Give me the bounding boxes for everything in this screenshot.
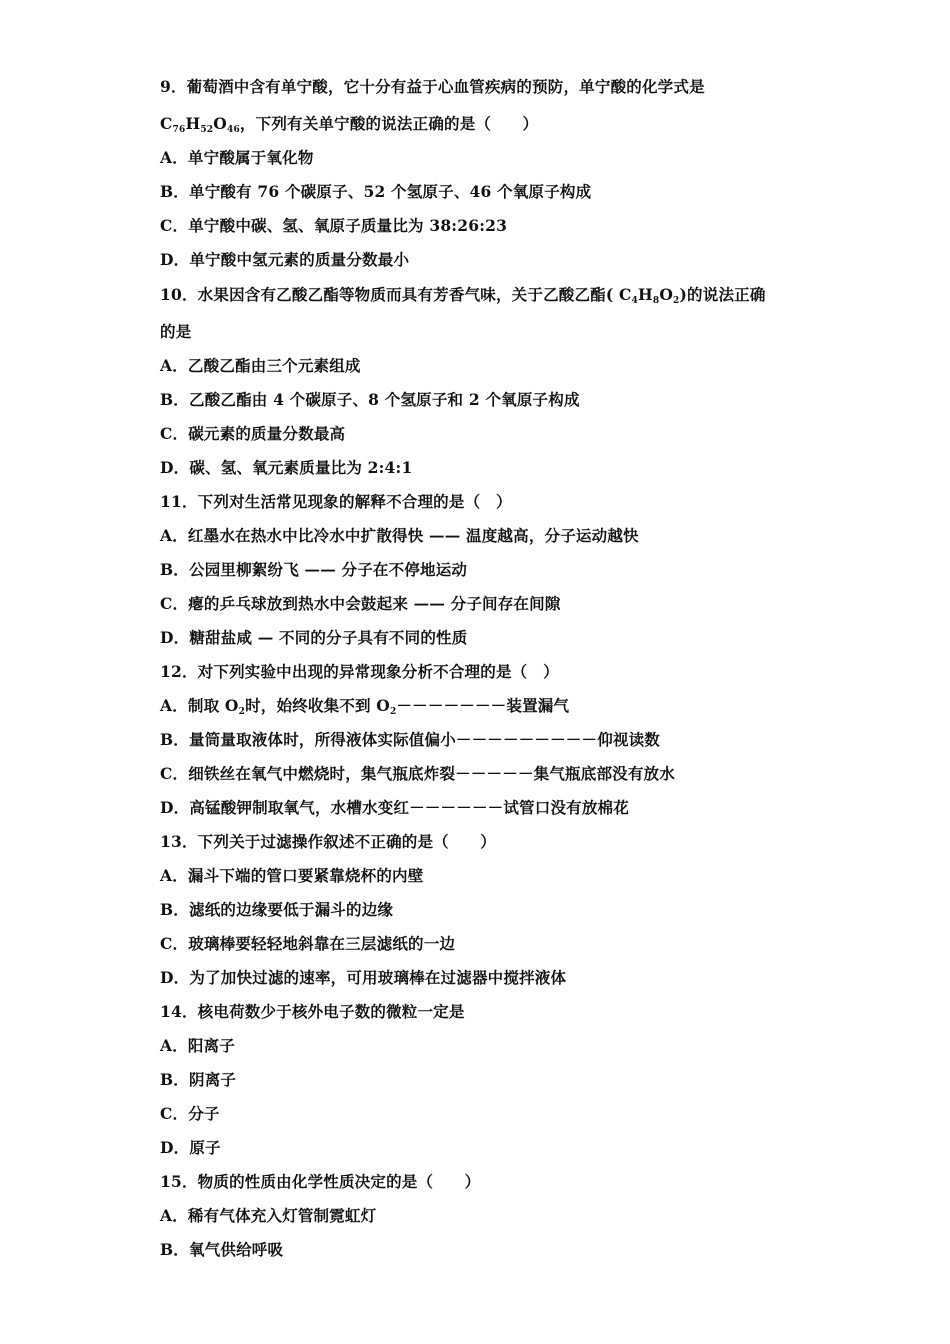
q10-option-a[interactable]: A．乙酸乙酯由三个元素组成 xyxy=(160,356,361,375)
q12-a-mid: 时，始终收集不到 O xyxy=(245,696,390,715)
q11-stem: 11．下列对生活常见现象的解释不合理的是（ ） xyxy=(160,492,512,511)
q13-option-c[interactable]: C．玻璃棒要轻轻地斜靠在三层滤纸的一边 xyxy=(160,934,456,953)
q9-formula xyxy=(160,114,240,133)
q14-option-d[interactable]: D．原子 xyxy=(160,1138,221,1157)
q11-option-b[interactable]: B．公园里柳絮纷飞 —— 分子在不停地运动 xyxy=(160,560,468,579)
q12-option-c[interactable]: C．细铁丝在氧气中燃烧时，集气瓶底炸裂－－－－－集气瓶底部没有放水 xyxy=(160,764,675,783)
formula-o: O xyxy=(213,114,227,133)
q11-option-d[interactable]: D．糖甜盐咸 — 不同的分子具有不同的性质 xyxy=(160,628,468,647)
q10-sub-c: 4 xyxy=(631,296,639,306)
formula-h: H xyxy=(185,114,201,133)
q13-option-b[interactable]: B．滤纸的边缘要低于漏斗的边缘 xyxy=(160,900,394,919)
q11-option-c[interactable]: C．瘪的乒乓球放到热水中会鼓起来 —— 分子间存在间隙 xyxy=(160,594,561,613)
q13-stem: 13．下列关于过滤操作叙述不正确的是（ ） xyxy=(160,832,496,851)
q14-option-c[interactable]: C．分子 xyxy=(160,1104,220,1123)
q14-stem: 14．核电荷数少于核外电子数的微粒一定是 xyxy=(160,1002,465,1021)
q10-o: O xyxy=(659,285,674,304)
q10-sub-o: 2 xyxy=(673,296,680,306)
formula-o-sub: 46 xyxy=(226,125,240,135)
q9-stem-line-1 xyxy=(160,77,705,97)
q13-option-d[interactable]: D．为了加快过滤的速率，可用玻璃棒在过滤器中搅拌液体 xyxy=(160,968,567,987)
q12-option-a[interactable] xyxy=(160,696,569,716)
q12-a-sub1: 2 xyxy=(238,707,246,717)
q14-option-a[interactable]: A．阳离子 xyxy=(160,1036,236,1055)
q10-h: H xyxy=(638,285,653,304)
q9-stem-text: 9．葡萄酒中含有单宁酸，它十分有益于心血管疾病的预防，单宁酸的化学式是 xyxy=(160,77,705,96)
q12-a-sub2: 2 xyxy=(390,707,397,717)
q10-option-b[interactable]: B．乙酸乙酯由 4 个碳原子、8 个氢原子和 2 个氧原子构成 xyxy=(160,390,580,409)
q10-option-d[interactable]: D．碳、氢、氧元素质量比为 2:4:1 xyxy=(160,458,413,477)
q9-option-d[interactable]: D．单宁酸中氢元素的质量分数最小 xyxy=(160,250,410,269)
q10-option-c[interactable]: C．碳元素的质量分数最高 xyxy=(160,424,346,443)
q14-option-b[interactable]: B．阴离子 xyxy=(160,1070,237,1089)
q15-option-b[interactable]: B．氧气供给呼吸 xyxy=(160,1240,284,1259)
q10-stem-line-2: 的是 xyxy=(160,322,192,341)
q12-a-pre: A．制取 O xyxy=(160,696,239,715)
q15-option-a[interactable]: A．稀有气体充入灯管制霓虹灯 xyxy=(160,1206,377,1225)
q12-option-d[interactable]: D．高锰酸钾制取氧气，水槽水变红－－－－－－试管口没有放棉花 xyxy=(160,798,629,817)
formula-c: C xyxy=(160,114,173,133)
q10-sub-h: 8 xyxy=(652,296,660,306)
q12-option-b[interactable]: B．量筒量取液体时，所得液体实际值偏小－－－－－－－－－仰视读数 xyxy=(160,730,661,749)
q10-stem-pre: 10．水果因含有乙酸乙酯等物质而具有芳香气味，关于乙酸乙酯( C xyxy=(160,285,632,304)
q9-stem-line-2 xyxy=(160,114,538,134)
q9-option-b[interactable]: B．单宁酸有 76 个碳原子、52 个氢原子、46 个氧原子构成 xyxy=(160,182,592,201)
q10-stem-line-1 xyxy=(160,285,766,305)
q11-option-a[interactable]: A．红墨水在热水中比冷水中扩散得快 —— 温度越高，分子运动越快 xyxy=(160,526,639,545)
q10-stem-post: )的说法正确 xyxy=(679,285,766,304)
formula-c-sub: 76 xyxy=(172,125,186,135)
q12-a-post: －－－－－－－装置漏气 xyxy=(396,696,570,715)
formula-h-sub: 52 xyxy=(200,125,214,135)
q12-stem: 12．对下列实验中出现的异常现象分析不合理的是（ ） xyxy=(160,662,559,681)
q9-option-c[interactable]: C．单宁酸中碳、氢、氧原子质量比为 38:26:23 xyxy=(160,216,508,235)
q9-option-a[interactable]: A．单宁酸属于氧化物 xyxy=(160,148,314,167)
q9-stem-rest: ，下列有关单宁酸的说法正确的是（ ） xyxy=(239,114,539,133)
q13-option-a[interactable]: A．漏斗下端的管口要紧靠烧杯的内壁 xyxy=(160,866,424,885)
q15-stem: 15．物质的性质由化学性质决定的是（ ） xyxy=(160,1172,481,1191)
